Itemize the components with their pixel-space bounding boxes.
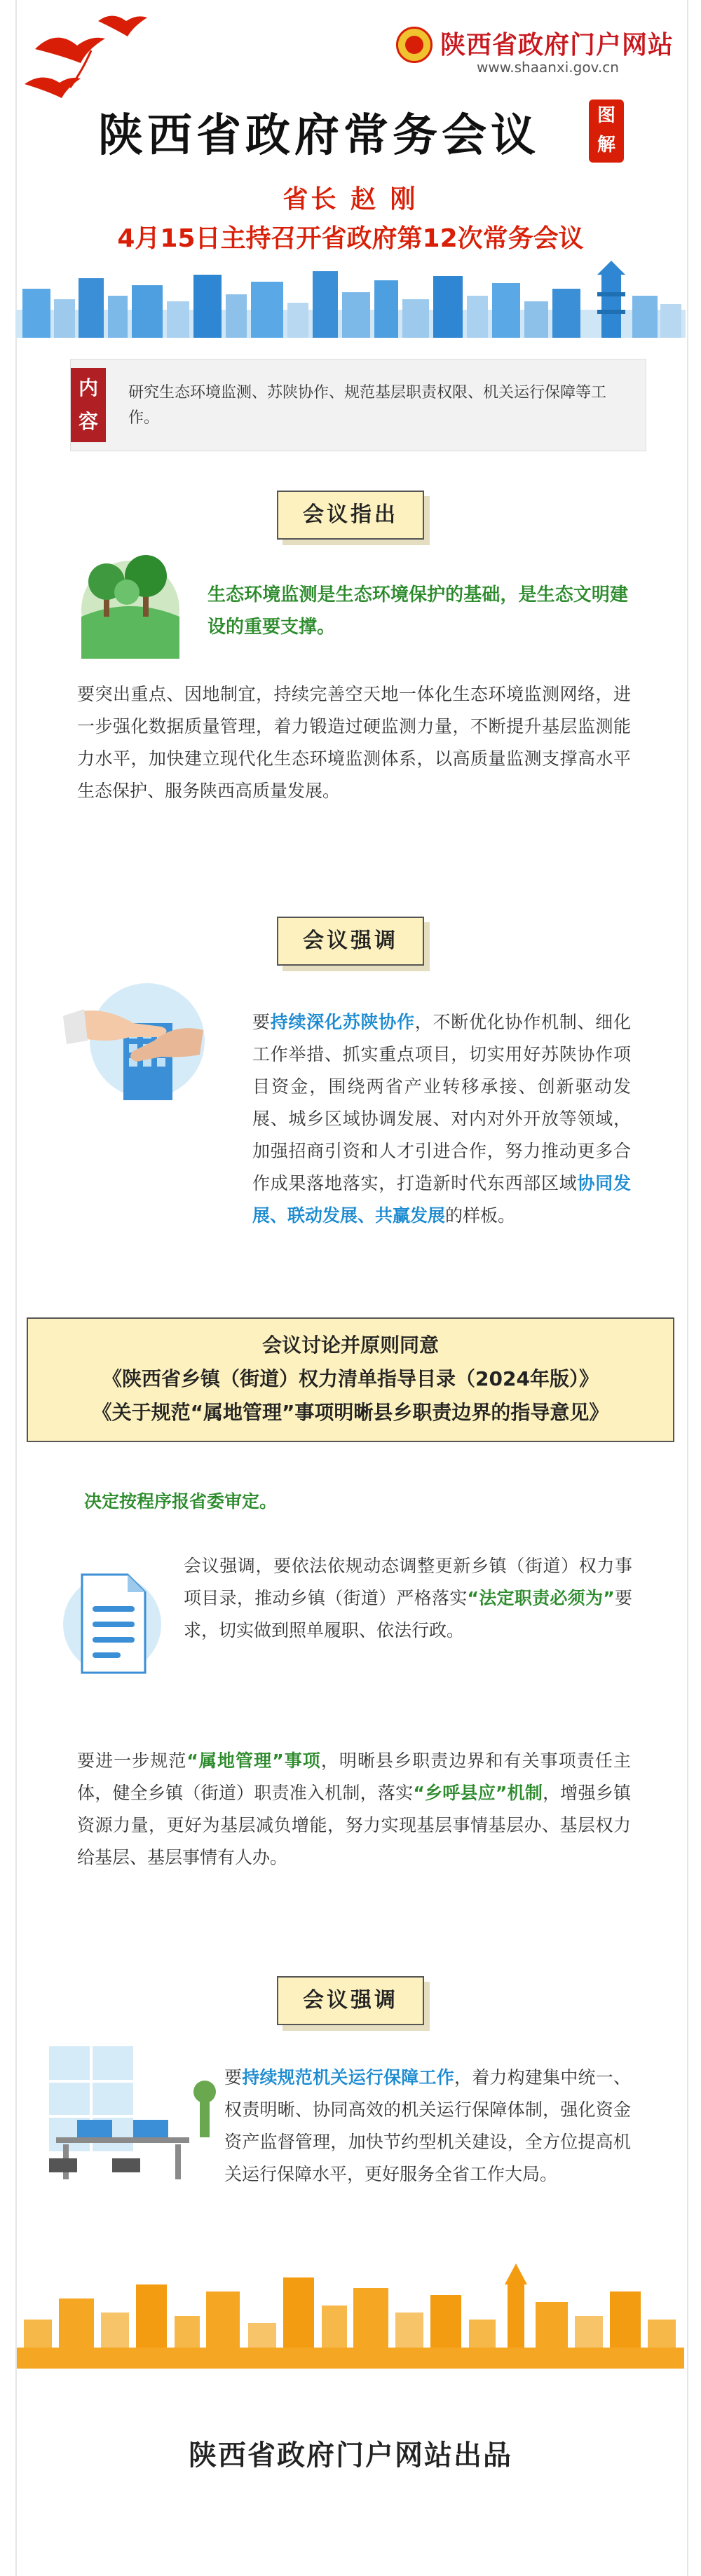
city-skyline-banner bbox=[15, 261, 686, 338]
discussion-approval-box bbox=[27, 1317, 674, 1442]
document-title-1: 《陕西省乡镇（街道）权力清单指导目录（2024年版）》 bbox=[102, 1367, 599, 1390]
site-url[interactable]: www.shaanxi.gov.cn bbox=[477, 59, 619, 76]
content-summary-text: 研究生态环境监测、苏陕协作、规范基层职责权限、机关运行保障等工作。 bbox=[128, 384, 607, 427]
section-label-meeting-pointed: 会议指出 bbox=[277, 491, 424, 540]
decision-text: 决定按程序报省委审定。 bbox=[84, 1491, 278, 1512]
discussion-heading: 会议讨论并原则同意 bbox=[261, 1334, 439, 1357]
document-icon bbox=[57, 1557, 163, 1683]
section-label-meeting-emphasized: 会议强调 bbox=[277, 917, 424, 966]
content-summary-box bbox=[70, 359, 646, 451]
section1-body: 要突出重点、因地制宜，持续完善空天地一体化生态环境监测网络，进一步强化数据质量管理，着力锻造过硬监测力量，不断提升基层监测能力水平，加快建立现代化生态环境监测体系，以高质量监测支撑高水平生态保护、服务陕西高质量发展。 bbox=[77, 684, 631, 801]
orange-city-skyline bbox=[17, 2263, 684, 2369]
document-title-2: 《关于规范“属地管理”事项明晰县乡职责边界的指导意见》 bbox=[92, 1401, 609, 1424]
site-name[interactable]: 陕西省政府门户网站 bbox=[440, 31, 674, 60]
section2-body: 要持续深化苏陕协作，不断优化协作机制、细化工作举措、抓实重点项目，切实用好苏陕协作项目资金，围绕两省产业转移承接、创新驱动发展、城乡区域协调发展、对内对外开放等领域，加强招商引资和人才引进合作，努力推动更多合作成果落地落实，打造新时代东西部区域协同发展、联动发展、共赢发展的样板。 bbox=[252, 1012, 631, 1226]
content-tag: 内容 bbox=[71, 368, 106, 442]
page-title: 陕西省政府常务会议 bbox=[98, 110, 540, 162]
page-header bbox=[0, 0, 701, 343]
subtitle-person: 省长 赵 刚 bbox=[283, 185, 418, 214]
tujie-badge: 图解 bbox=[589, 100, 624, 163]
subtitle-meeting: 4月15日主持召开省政府第12次常务会议 bbox=[117, 224, 584, 253]
section4-body: 要持续规范机关运行保障工作，着力构建集中统一、权责明晰、协同高效的机关运行保障体制，强化资金资产监督管理，加快节约型机关建设，全方位提高机关运行保障水平，更好服务全省工作大局。 bbox=[224, 2067, 631, 2184]
red-birds-decoration bbox=[21, 7, 154, 105]
footer-credit: 陕西省政府门户网站出品 bbox=[189, 2439, 512, 2472]
section-label-meeting-emphasized-2: 会议强调 bbox=[277, 1976, 424, 2025]
section1-highlight: 生态环境监测是生态环境保护的基础，是生态文明建设的重要支撑。 bbox=[207, 584, 628, 638]
section3-para-b: 要进一步规范“属地管理”事项，明晰县乡职责边界和有关事项责任主体，健全乡镇（街道）职责准入机制，落实“乡呼县应”机制，增强乡镇资源力量，更好为基层减负增能，努力实现基层事情基层办、基层权力给基层、基层事情有人办。 bbox=[77, 1751, 631, 1868]
section3-para-a: 会议强调，要依法依规动态调整更新乡镇（街道）权力事项目录，推动乡镇（街道）严格落实“法定职责必须为”要求，切实做到照单履职、依法行政。 bbox=[184, 1556, 632, 1640]
ecology-globe-icon bbox=[60, 554, 200, 659]
national-emblem-icon bbox=[396, 27, 433, 63]
